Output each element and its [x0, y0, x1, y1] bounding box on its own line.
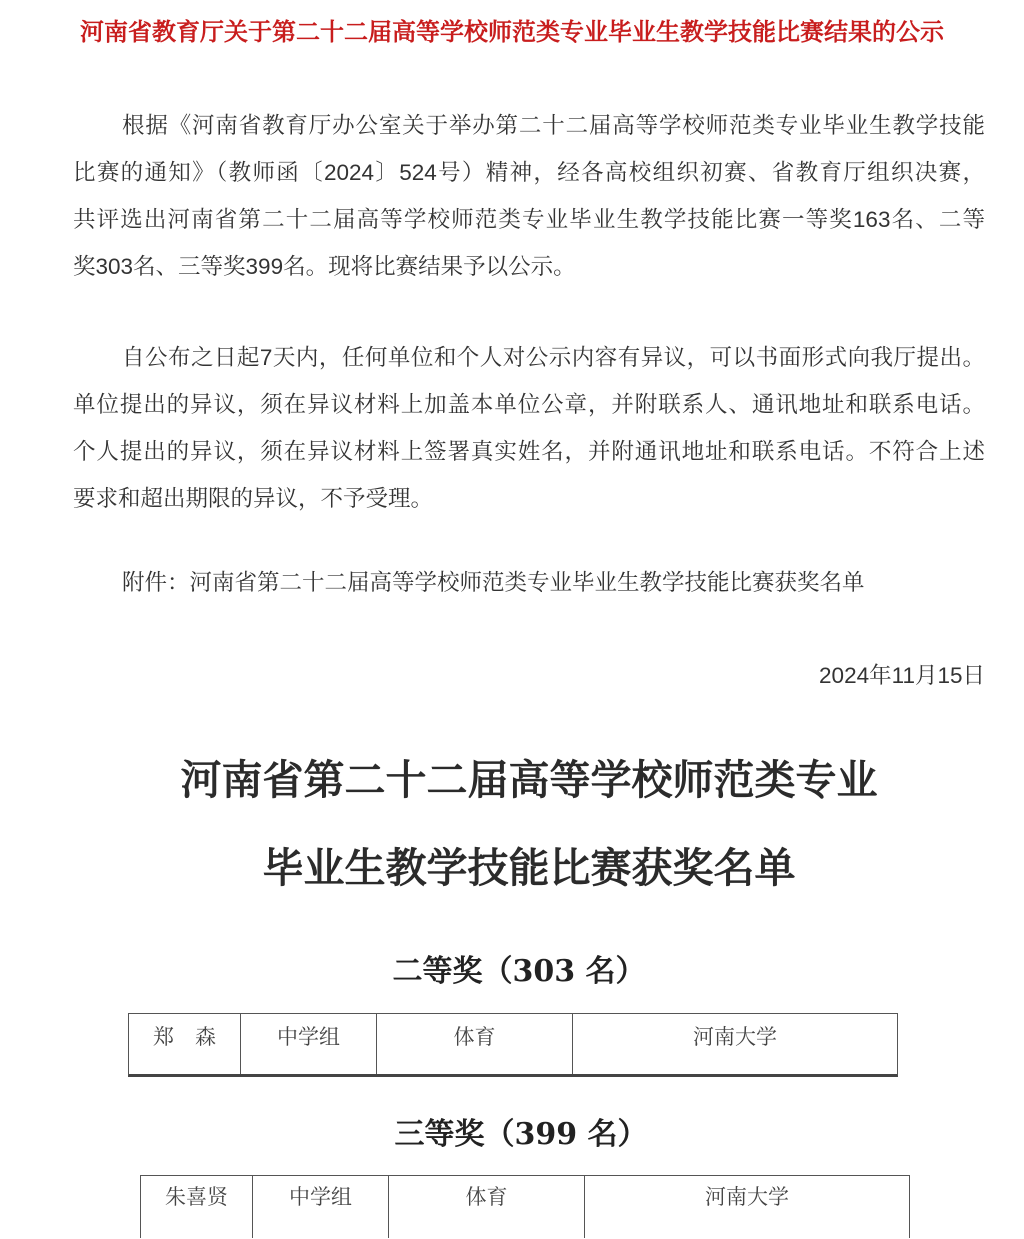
paragraph-line: 比赛的通知》（教师函〔2024〕524号）精神，经各高校组织初赛、省教育厅组织决赛， — [73, 160, 985, 185]
group-cell: 中学组 — [252, 1176, 388, 1238]
notice-attachment — [73, 559, 985, 606]
winner-name-cell: 郑 森 — [153, 1025, 216, 1049]
school-cell: 河南大学 — [584, 1176, 909, 1238]
second-prize-table — [128, 1013, 898, 1077]
paragraph-line: 根据《河南省教育厅办公室关于举办第二十二届高等学校师范类专业毕业生教学技能 — [122, 113, 985, 138]
notice-title: 河南省教育厅关于第二十二届高等学校师范类专业毕业生教学技能比赛结果的公示 — [80, 19, 944, 46]
third-prize-table — [140, 1175, 910, 1238]
notice-paragraph-results — [73, 102, 985, 290]
award-list-title-line: 毕业生教学技能比赛获奖名单 — [262, 844, 796, 892]
paragraph-line: 共评选出河南省第二十二届高等学校师范类专业毕业生教学技能比赛一等奖163名、二等 — [73, 207, 985, 232]
school-cell: 河南大学 — [572, 1014, 897, 1074]
attachment-line: 附件：河南省第二十二届高等学校师范类专业毕业生教学技能比赛获奖名单 — [122, 570, 865, 595]
paragraph-line: 单位提出的异议，须在异议材料上加盖本单位公章，并附联系人、通讯地址和联系电话。 — [73, 392, 985, 417]
paragraph-line: 奖303名、三等奖399名。现将比赛结果予以公示。 — [73, 254, 576, 279]
notice-date: 2024年11月15日 — [819, 663, 985, 688]
paragraph-line: 要求和超出期限的异议，不予受理。 — [73, 486, 434, 511]
notice-paragraph-objections — [73, 334, 985, 522]
award-list-title-line: 河南省第二十二届高等学校师范类专业 — [180, 756, 878, 804]
paragraph-line: 个人提出的异议，须在异议材料上签署真实姓名，并附通讯地址和联系电话。不符合上述 — [73, 439, 985, 464]
award-list-title — [34, 736, 1024, 912]
third-prize-heading: 三等奖（399 名） — [394, 1117, 648, 1152]
second-prize-heading: 二等奖（303 名） — [392, 954, 646, 989]
paragraph-line: 自公布之日起7天内，任何单位和个人对公示内容有异议，可以书面形式向我厅提出。 — [122, 345, 985, 370]
winner-name-cell: 朱喜贤 — [165, 1185, 228, 1209]
group-cell: 中学组 — [240, 1014, 376, 1074]
subject-cell: 体育 — [388, 1176, 584, 1238]
subject-cell: 体育 — [376, 1014, 572, 1074]
